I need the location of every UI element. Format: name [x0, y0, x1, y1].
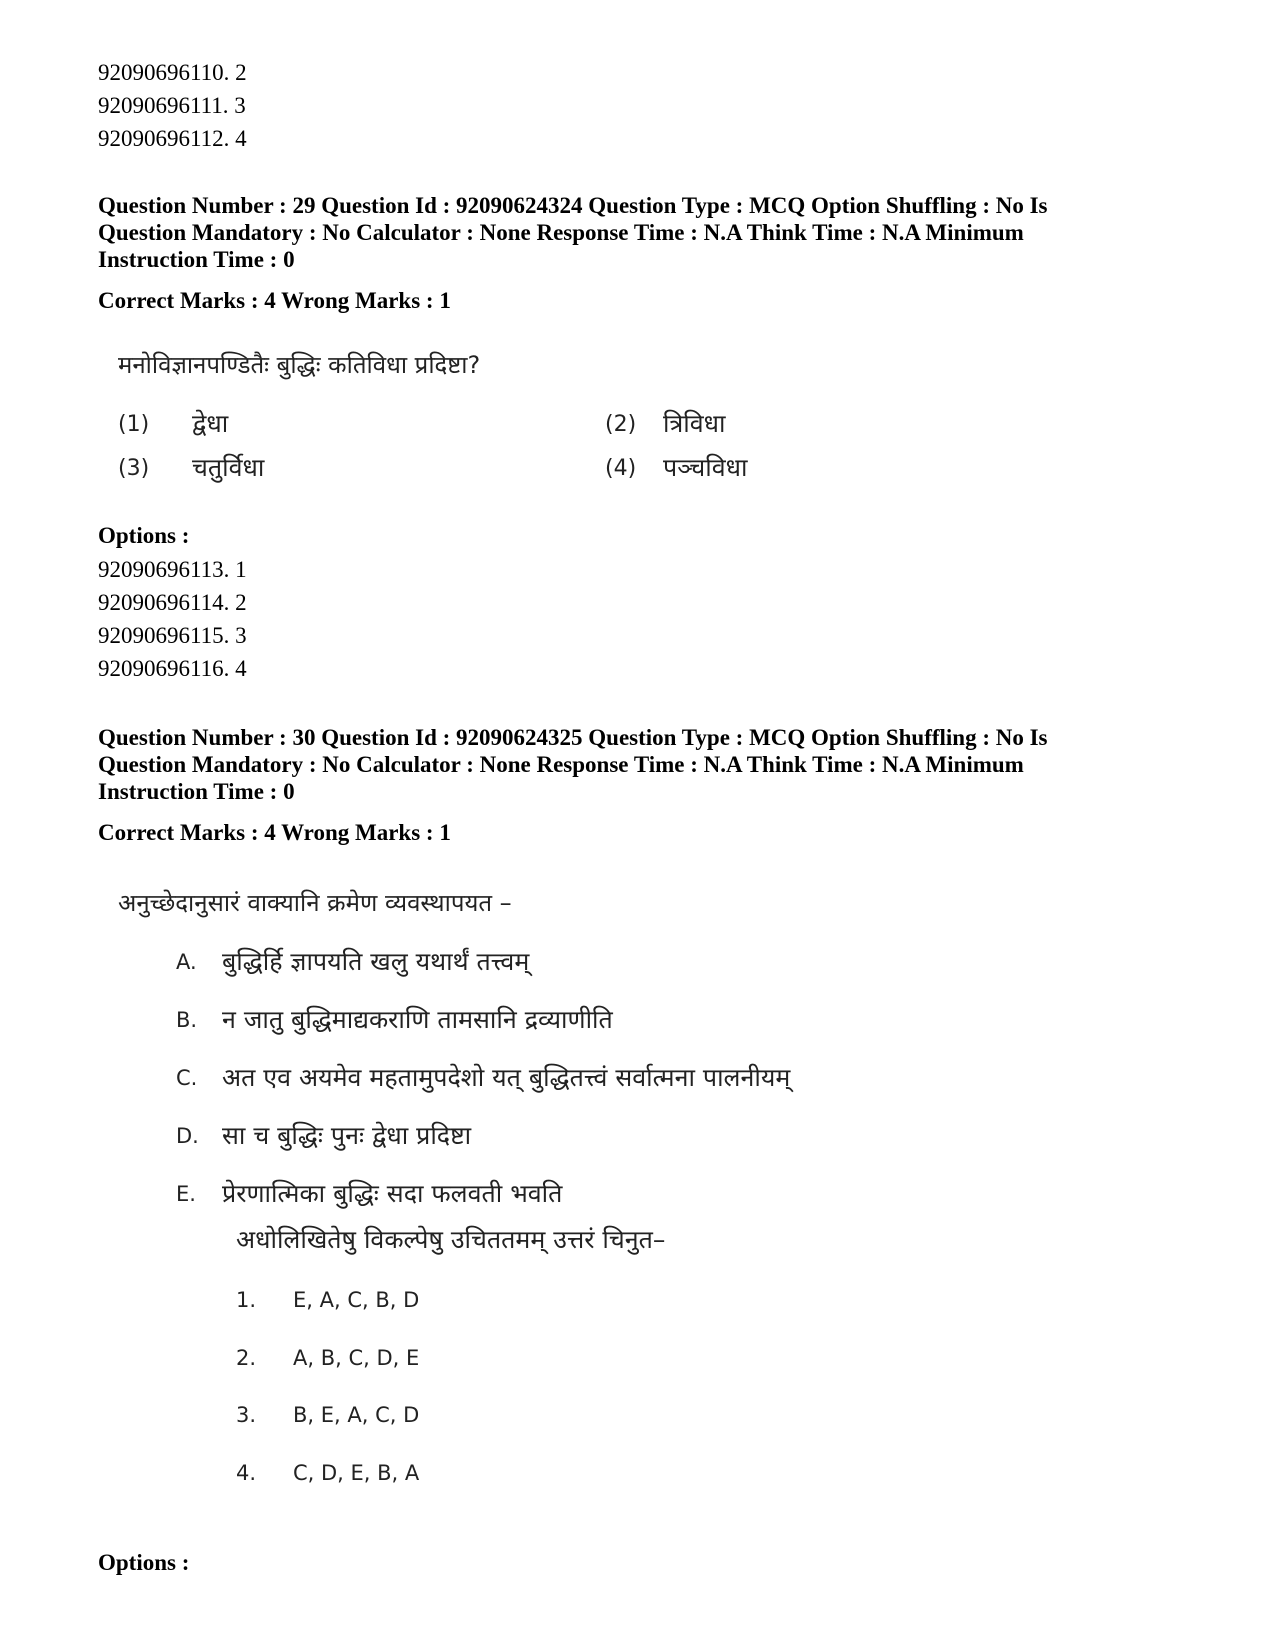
q30-options-label: Options :: [98, 1550, 190, 1575]
q30-statement-text: अत एव अयमेव महतामुपदेशो यत् बुद्धितत्त्वं सर्वात्मना पालनीयम्: [222, 1063, 791, 1092]
q29-meta: [98, 192, 1188, 273]
q29-question-text: मनोविज्ञानपण्डितैः बुद्धिः कतिविधा प्रदिष्टा?: [118, 351, 481, 379]
q29-meta-line: Question Mandatory : No Calculator : None Response Time : N.A Think Time : N.A Minimum: [98, 220, 1024, 245]
option-id: 92090696113.: [98, 557, 230, 582]
option-id: 92090696114.: [98, 590, 230, 615]
q30-meta-line: Question Number : 30 Question Id : 92090624325 Question Type : MCQ Option Shuffling : No Is: [98, 725, 1048, 750]
option-number: 4: [235, 656, 247, 681]
option-row: [98, 122, 247, 155]
q30-answer-number: 2.: [236, 1346, 257, 1370]
q29-marks: Correct Marks : 4 Wrong Marks : 1: [98, 288, 451, 313]
q30-statement-text: सा च बुद्धिः पुनः द्वेधा प्रदिष्टा: [222, 1121, 472, 1150]
q30-statement-letter: C.: [176, 1066, 198, 1090]
top-options-list: [98, 56, 247, 155]
q30-statement-text: बुद्धिर्हि ज्ञापयति खलु यथार्थं तत्त्वम्: [222, 947, 530, 976]
q30-meta-line: Instruction Time : 0: [98, 779, 295, 804]
q29-choice-number: (2): [605, 412, 637, 437]
q30-statement-letter: D.: [176, 1124, 199, 1148]
q30-statement-letter: E.: [176, 1182, 196, 1206]
option-id: 92090696111.: [98, 93, 229, 118]
q30-answer-number: 4.: [236, 1461, 257, 1485]
option-number: 2: [235, 590, 247, 615]
q29-choice-number: (4): [605, 456, 637, 481]
q30-statement-text: प्रेरणात्मिका बुद्धिः सदा फलवती भवति: [222, 1179, 563, 1208]
option-id: 92090696112.: [98, 126, 230, 151]
q29-choice-number: (1): [118, 412, 150, 437]
q30-answer-text: B, E, A, C, D: [293, 1403, 420, 1427]
q30-answer-text: A, B, C, D, E: [293, 1346, 420, 1370]
q30-answer-number: 1.: [236, 1288, 257, 1312]
option-number: 1: [235, 557, 247, 582]
q30-meta: [98, 724, 1188, 805]
q30-question-text: अनुच्छेदानुसारं वाक्यानि क्रमेण व्यवस्थापयत –: [118, 889, 512, 917]
q29-choice-text: पञ्चविधा: [663, 453, 748, 482]
q30-answer-text: C, D, E, B, A: [293, 1461, 420, 1485]
q30-answer-number: 3.: [236, 1403, 257, 1427]
option-id: 92090696116.: [98, 656, 230, 681]
option-number: 3: [235, 623, 247, 648]
option-row: [98, 89, 247, 122]
q30-answer-text: E, A, C, B, D: [293, 1288, 420, 1312]
option-id: 92090696110.: [98, 60, 230, 85]
option-row: [98, 553, 247, 586]
option-row: [98, 586, 247, 619]
q29-choice-number: (3): [118, 456, 150, 481]
q29-options-list: [98, 553, 247, 685]
q30-instruction: अधोलिखितेषु विकल्पेषु उचिततमम् उत्तरं चिनुत–: [236, 1225, 666, 1254]
q30-statement-letter: B.: [176, 1008, 198, 1032]
q29-choice-text: चतुर्विधा: [192, 453, 265, 482]
q30-marks: Correct Marks : 4 Wrong Marks : 1: [98, 820, 451, 845]
q30-meta-line: Question Mandatory : No Calculator : None Response Time : N.A Think Time : N.A Minimum: [98, 752, 1024, 777]
q29-meta-line: Question Number : 29 Question Id : 92090624324 Question Type : MCQ Option Shuffling : No Is: [98, 193, 1048, 218]
q29-meta-line: Instruction Time : 0: [98, 247, 295, 272]
option-number: 3: [234, 93, 246, 118]
option-number: 4: [235, 126, 247, 151]
option-row: [98, 652, 247, 685]
option-row: [98, 56, 247, 89]
option-id: 92090696115.: [98, 623, 230, 648]
option-row: [98, 619, 247, 652]
option-number: 2: [235, 60, 247, 85]
q30-statement-text: न जातु बुद्धिमाद्यकराणि तामसानि द्रव्याणीति: [222, 1005, 613, 1034]
q30-statement-letter: A.: [176, 950, 197, 974]
q29-options-label: Options :: [98, 523, 190, 548]
q29-choice-text: द्वेधा: [192, 409, 229, 438]
q29-choice-text: त्रिविधा: [663, 409, 726, 438]
